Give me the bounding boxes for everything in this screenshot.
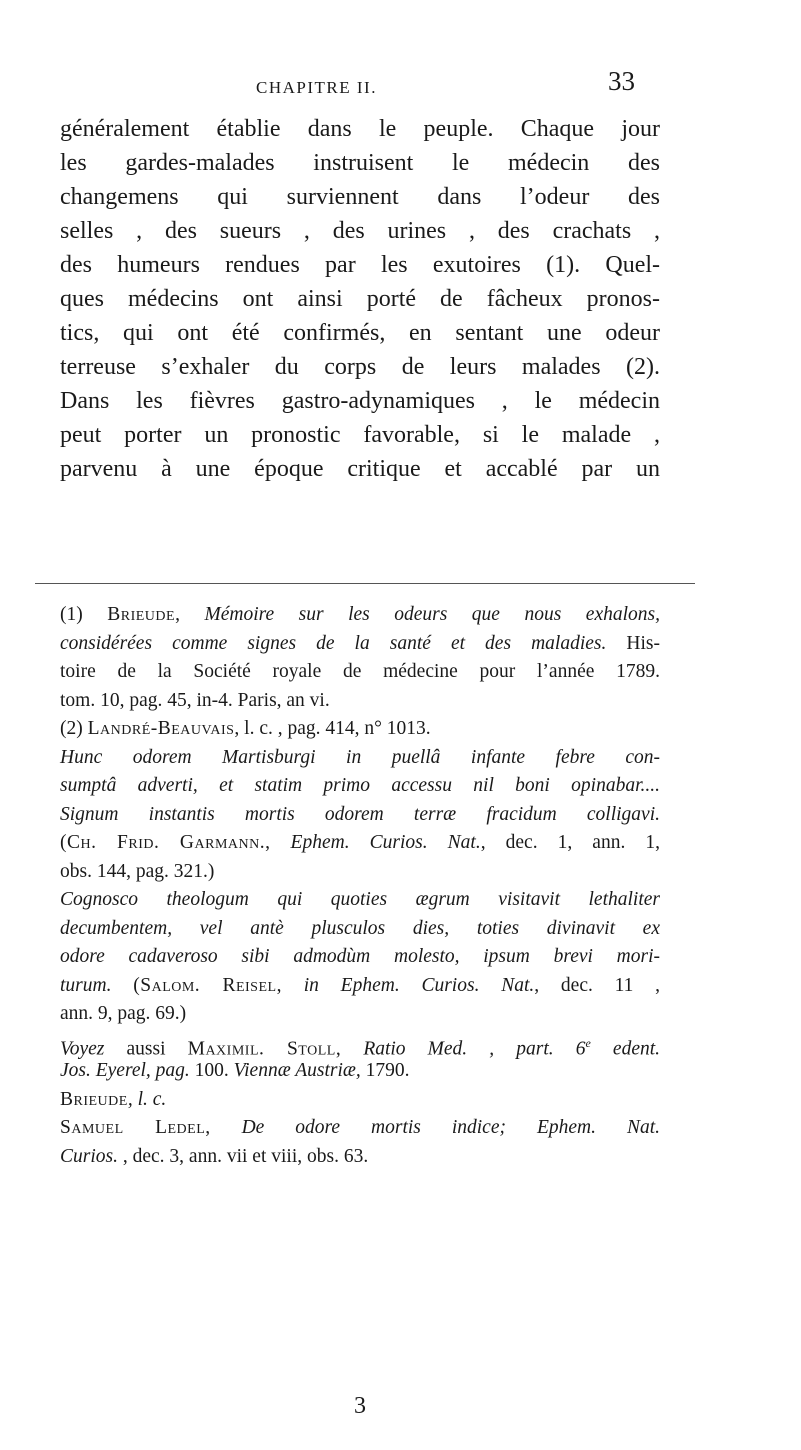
footnote-2-quote: Signum instantis mortis odorem terræ fracidum colligavi. [60,803,660,825]
body-line: ques médecins ont ainsi porté de fâcheux pronos- [60,286,660,312]
footnote-2-marker: (2) [60,718,83,739]
footnote-2-citation [60,972,660,1001]
footnote-2-see-also [60,1086,660,1115]
footnote-2-see-also [60,1143,660,1172]
citation-author: (Salom. Reisel, [133,974,282,996]
citation-ref: , dec. 1, ann. 1, [480,832,660,853]
footnote-2-citation [60,829,660,858]
footnote-2-citation: obs. 144, pag. 321.) [60,860,215,882]
footnote-2-see-also [60,1029,660,1058]
footnote-1-line: tom. 10, pag. 45, in-4. Paris, an vi. [60,689,330,711]
running-title: CHAPITRE II. [256,78,377,97]
footnote-2-quote: sumptâ adverti, et statim primo accessu nil boni opinabar.... [60,775,660,796]
citation-work: Jos. Eyerel, pag. [60,1060,190,1081]
footnote-separator [35,583,695,584]
footnote-2-line [60,715,660,744]
footnote-1-line [60,630,660,659]
footnote-2-quote: turum. [60,974,112,996]
footnote-1-line: (1) Brieude, Mémoire sur les odeurs que nous exhalons, [60,604,660,625]
footnote-2-quote: Hunc odorem Martisburgi in puellâ infante febre con- [60,746,660,768]
footnote-2-author: Landré-Beauvais [87,718,235,739]
footnote-2-see-also [60,1114,660,1143]
footnote-2-ref: , l. c. , pag. 414, n° 1013. [234,718,431,739]
see-also-word: Voyez [60,1038,105,1059]
citation-place: Viennæ Austriæ, [233,1060,361,1081]
body-line: généralement établie dans le peuple. Chaque jour [60,116,660,142]
citation-author: Samuel Ledel, [60,1117,211,1138]
citation-sup: e [585,1035,591,1050]
footnotes [60,601,660,1171]
citation-author: Brieude [60,1088,128,1110]
citation-work: Ratio Med. , part. 6 [363,1038,586,1059]
signature-mark: 3 [354,1393,366,1419]
citation-ref: 100. [189,1060,234,1081]
footnote-2-quote: Cognosco theologum qui quoties ægrum visitavit lethaliter [60,889,660,910]
body-line: parvenu à une époque critique et accablé par un [60,456,660,482]
footnote-1-marker: (1) [60,604,83,625]
citation-ref: , dec. 11 , [534,974,661,996]
citation-ref: , l. c. [127,1088,167,1110]
citation-work: in Ephem. Curios. Nat. [303,974,535,996]
citation-work: Curios. [60,1145,118,1167]
body-line: peut porter un pronostic favorable, si le malade , [60,422,660,448]
body-text [60,112,660,486]
footnote-2-see-also [60,1057,660,1086]
footnote-2-citation: ann. 9, pag. 69.) [60,1003,187,1024]
see-also-text: aussi [104,1038,188,1059]
footnote-1-text: His- [626,632,660,654]
body-line: des humeurs rendues par les exutoires (1). Quel- [60,252,660,278]
citation-work: edent. [590,1038,661,1059]
citation-author: (Ch. Frid. Garmann., [60,832,271,853]
footnote-2-quote: odore cadaveroso sibi admodùm molesto, ipsum brevi mori- [60,946,660,967]
body-line: Dans les fièvres gastro-adynamiques , le médecin [60,388,660,414]
citation-year: 1790. [360,1060,410,1081]
footnote-1-title-cont: considérées comme signes de la santé et des maladies. [60,632,607,654]
citation-author: Maximil. Stoll, [187,1038,342,1059]
body-line: selles , des sueurs , des urines , des crachats , [60,218,660,244]
page-number: 33 [608,66,635,96]
body-line: les gardes-malades instruisent le médecin des [60,150,660,176]
footnote-1-line: toire de la Société royale de médecine pour l’année 1789. [60,661,660,682]
citation-work: De odore mortis indice; Ephem. Nat. [210,1117,660,1138]
citation-ref: , dec. 3, ann. vii et viii, obs. 63. [117,1145,369,1167]
footnote-1-author: Brieude [107,604,176,625]
footnote-2-quote: decumbentem, vel antè plusculos dies, toties divinavit ex [60,917,660,939]
footnote-1-title: Mémoire sur les odeurs que nous exhalons, [204,604,660,625]
citation-work: Ephem. Curios. Nat. [290,832,481,853]
body-line: tics, qui ont été confirmés, en sentant une odeur [60,320,660,346]
body-line: changemens qui surviennent dans l’odeur des [60,184,660,210]
body-line: terreuse s’exhaler du corps de leurs malades (2). [60,354,660,380]
